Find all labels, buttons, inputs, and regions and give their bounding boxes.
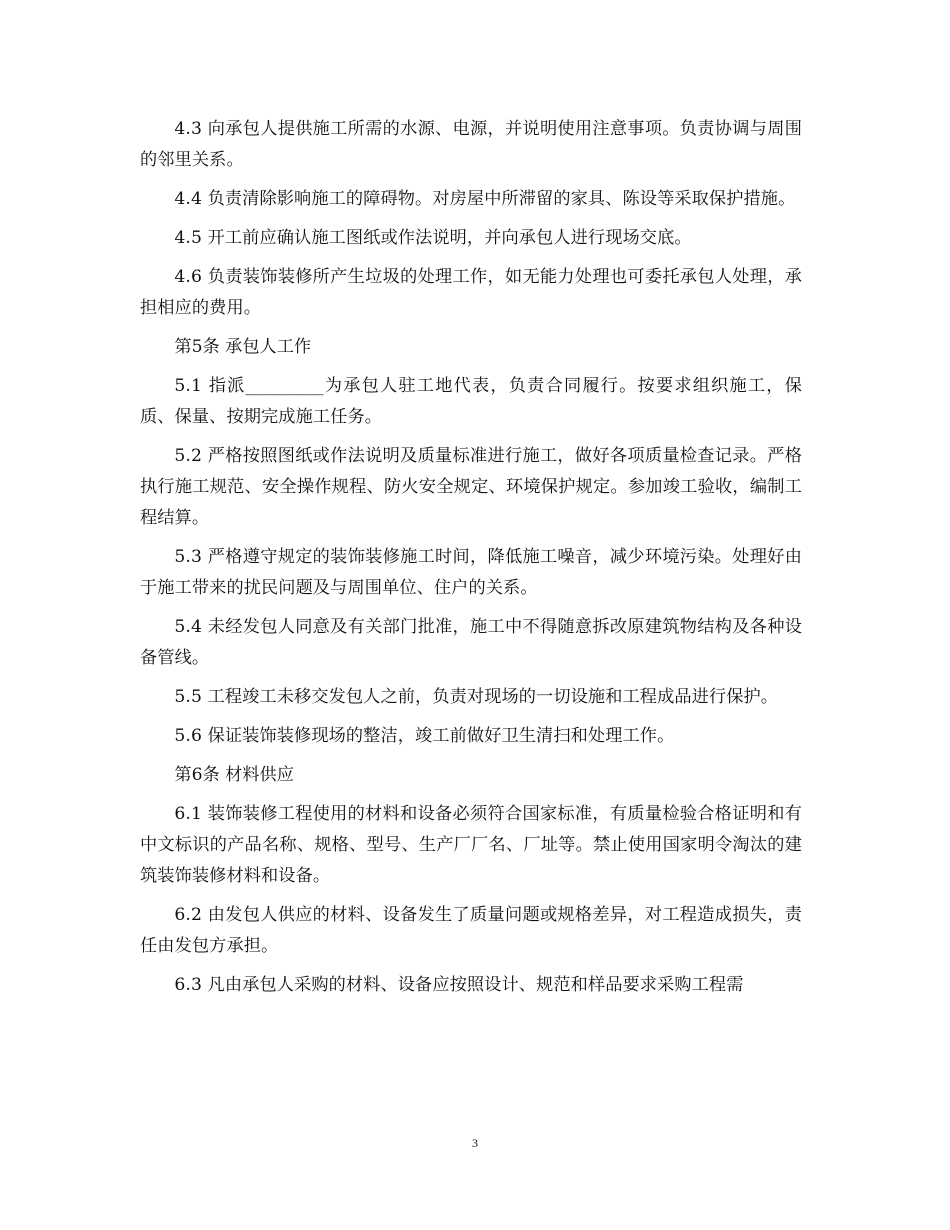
paragraph-5-5: 5.5 工程竣工未移交发包人之前，负责对现场的一切设施和工程成品进行保护。 [174, 687, 779, 707]
paragraph-5-2: 5.2 严格按照图纸或作法说明及质量标准进行施工，做好各项质量检查记录。严格执行施工规范、安全操作规程、防火安全规定、环境保护规定。参加竣工验收，编制工程结算。 [140, 446, 802, 528]
paragraph-6-2: 6.2 由发包人供应的材料、设备发生了质量问题或规格差异，对工程造成损失，责任由发包方承担。 [140, 905, 802, 956]
paragraph-4-5: 4.5 开工前应确认施工图纸或作法说明，并向承包人进行现场交底。 [174, 228, 692, 248]
page-number: 3 [472, 1136, 478, 1150]
paragraph-5-4: 5.4 未经发包人同意及有关部门批准，施工中不得随意拆改原建筑物结构及各种设备管线。 [140, 617, 802, 668]
section-heading-6: 第6条 材料供应 [174, 765, 294, 785]
paragraph-4-3: 4.3 向承包人提供施工所需的水源、电源，并说明使用注意事项。负责协调与周围的邻里关系。 [140, 119, 802, 170]
paragraph-4-6: 4.6 负责装饰装修所产生垃圾的处理工作，如无能力处理也可委托承包人处理，承担相应的费用。 [140, 267, 802, 318]
section-heading-5: 第5条 承包人工作 [174, 337, 312, 357]
paragraph-4-4: 4.4 负责清除影响施工的障碍物。对房屋中所滞留的家具、陈设等采取保护措施。 [174, 189, 796, 209]
paragraph-5-3: 5.3 严格遵守规定的装饰装修施工时间，降低施工噪音，减少环境污染。处理好由于施工带来的扰民问题及与周围单位、住户的关系。 [140, 547, 802, 598]
paragraph-5-6: 5.6 保证装饰装修现场的整洁，竣工前做好卫生清扫和处理工作。 [174, 726, 675, 746]
document-body [140, 114, 802, 1009]
paragraph-6-1: 6.1 装饰装修工程使用的材料和设备必须符合国家标准，有质量检验合格证明和有中文标识的产品名称、规格、型号、生产厂厂名、厂址等。禁止使用国家明令淘汰的建筑装饰装修材料和设备。 [140, 804, 802, 886]
paragraph-6-3: 6.3 凡由承包人采购的材料、设备应按照设计、规范和样品要求采购工程需 [174, 975, 744, 995]
paragraph-5-1: 5.1 指派_________为承包人驻工地代表，负责合同履行。按要求组织施工，保质、保量、按期完成施工任务。 [140, 376, 802, 427]
